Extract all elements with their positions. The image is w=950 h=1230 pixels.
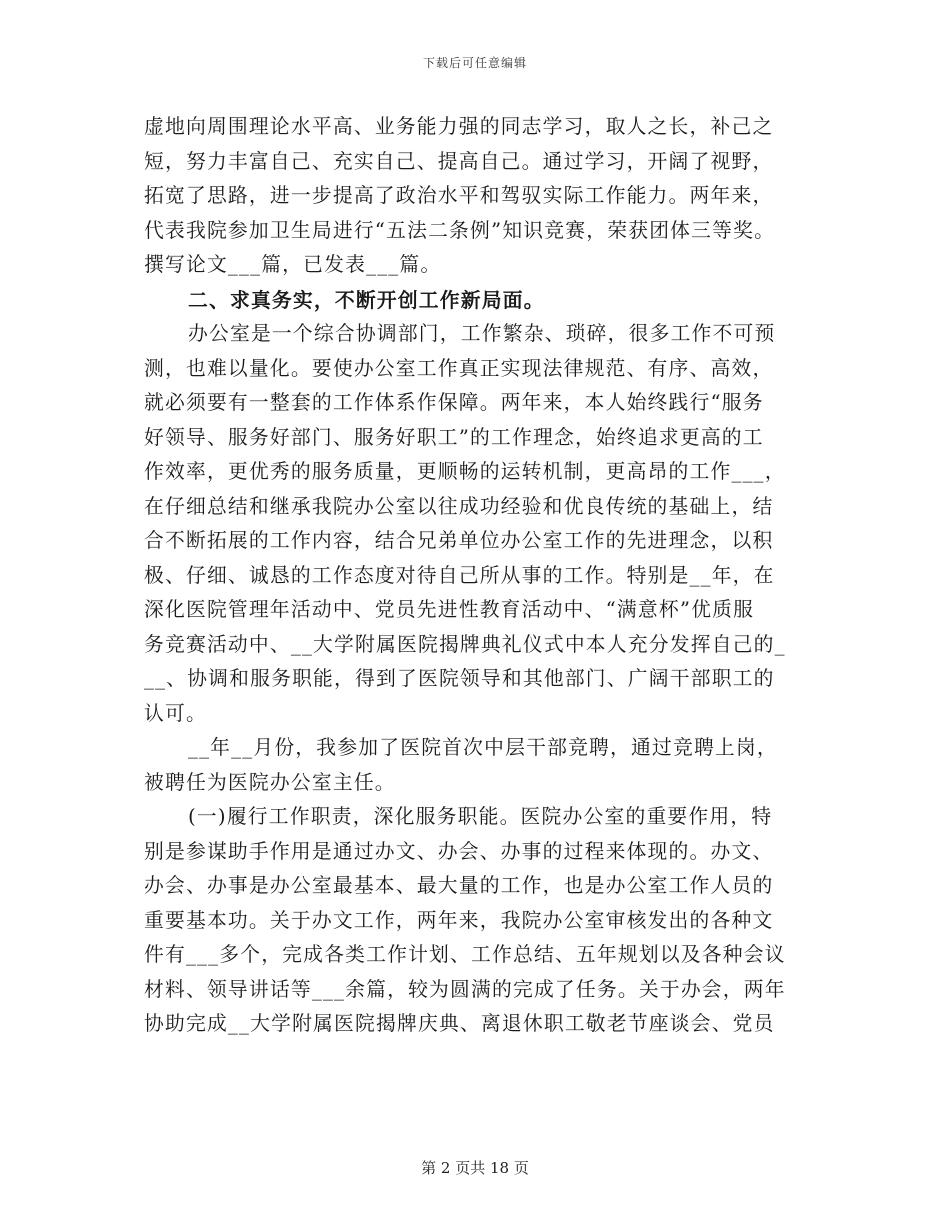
text-line: 深化医院管理年活动中、党员先进性教育活动中、“满意杯”优质服 xyxy=(144,598,755,621)
text-line: 虚地向周围理论水平高、业务能力强的同志学习，取人之长，补己之 xyxy=(144,115,774,138)
text-line: 认可。 xyxy=(144,701,207,725)
heading-line: 二、求真务实，不断开创工作新局面。 xyxy=(188,287,545,312)
text-line: 被聘任为医院办公室主任。 xyxy=(144,770,396,794)
paragraph xyxy=(144,800,804,1042)
text-line: __年__月份，我参加了医院首次中层干部竞聘，通过竞聘上岗， xyxy=(188,736,778,759)
text-line: 办会、办事是办公室最基本、最大量的工作，也是办公室工作人员的 xyxy=(144,874,774,897)
text-line: 件有___多个，完成各类工作计划、工作总结、五年规划以及各种会议 xyxy=(144,943,786,966)
text-line: 别是参谋助手作用是通过办文、办会、办事的过程来体现的。办文、 xyxy=(144,839,774,863)
document-body xyxy=(144,110,804,1042)
text-line: (一)履行工作职责，深化服务职能。医院办公室的重要作用，特 xyxy=(188,805,773,828)
page-header: 下载后可任意编辑 xyxy=(422,56,527,70)
text-line: 务竞赛活动中、__大学附属医院揭牌典礼仪式中本人充分发挥自己的_ xyxy=(144,632,786,656)
text-line: 拓宽了思路，进一步提高了政治水平和驾驭实际工作能力。两年来， xyxy=(144,184,774,207)
paragraph xyxy=(144,110,804,283)
text-line: 测，也难以量化。要使办公室工作真正实现法律规范、有序、高效， xyxy=(144,356,774,380)
text-line: 协助完成__大学附属医院揭牌庆典、离退休职工敬老节座谈会、党员 xyxy=(144,1012,775,1035)
text-line: 撰写论文___篇，已发表___篇。 xyxy=(144,253,442,276)
paragraph xyxy=(144,731,804,800)
section-heading xyxy=(144,283,804,318)
page-footer: 第 2 页共 18 页 xyxy=(421,1159,529,1177)
text-line: 重要基本功。关于办文工作，两年来，我院办公室审核发出的各种文 xyxy=(144,908,774,932)
text-line: 就必须要有一整套的工作体系作保障。两年来，本人始终践行“服务 xyxy=(144,391,764,414)
text-line: __、协调和服务职能，得到了医院领导和其他部门、广阔干部职工的 xyxy=(144,667,775,690)
text-line: 在仔细总结和继承我院办公室以往成功经验和优良传统的基础上，结 xyxy=(144,494,774,518)
text-line: 办公室是一个综合协调部门，工作繁杂、琐碎，很多工作不可预 xyxy=(188,322,776,345)
text-line: 材料、领导讲话等___余篇，较为圆满的完成了任务。关于办会，两年 xyxy=(144,977,786,1001)
text-line: 极、仔细、诚恳的工作态度对待自己所从事的工作。特别是__年，在 xyxy=(144,563,775,587)
text-line: 合不断拓展的工作内容，结合兄弟单位办公室工作的先进理念，以积 xyxy=(144,529,774,552)
text-line: 代表我院参加卫生局进行“五法二条例”知识竞赛，荣获团体三等奖。 xyxy=(144,218,776,242)
text-line: 短，努力丰富自己、充实自己、提高自己。通过学习，开阔了视野， xyxy=(144,149,774,173)
text-line: 作效率，更优秀的服务质量，更顺畅的运转机制，更高昂的工作___， xyxy=(144,460,786,483)
paragraph xyxy=(144,317,804,731)
text-line: 好领导、服务好部门、服务好职工”的工作理念，始终追求更高的工 xyxy=(144,425,764,449)
